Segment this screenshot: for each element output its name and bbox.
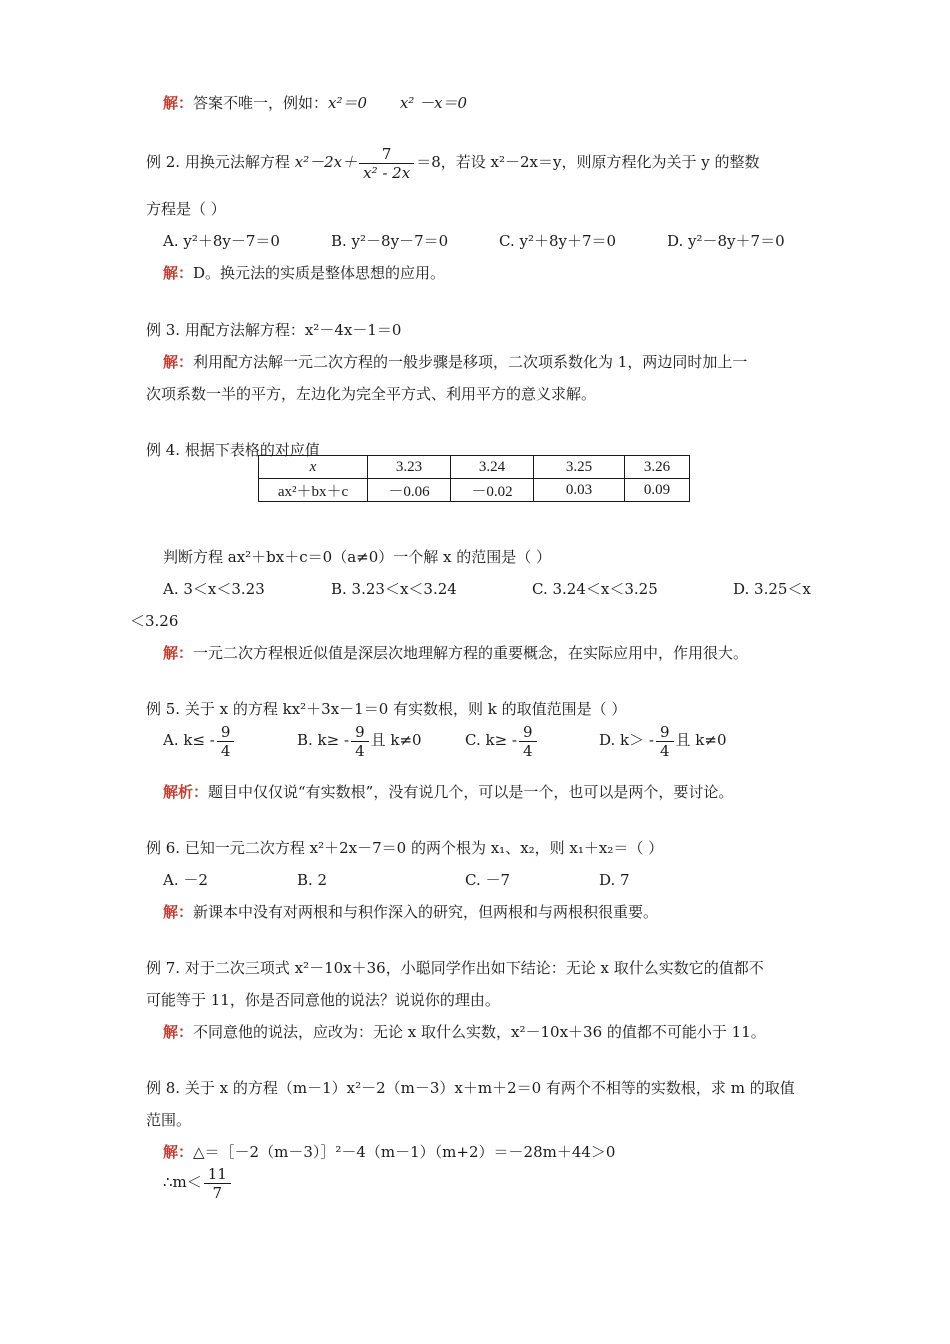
ex2-solution-label: 解： bbox=[163, 264, 194, 282]
ex5-option-b-post: 且 k≠0 bbox=[370, 731, 422, 749]
ex5-option-c-pre: C. k≥ - bbox=[465, 731, 517, 749]
ex5-frac-num: 9 bbox=[522, 722, 533, 741]
ex6-solution-text: 新课本中没有对两根和与积作深入的研究，但两根和与两根积很重要。 bbox=[193, 903, 659, 921]
ex8-frac-den: 7 bbox=[204, 1183, 231, 1202]
ex5-option-c bbox=[465, 721, 599, 760]
ex2-option-a: A. y²＋8y－7＝0 bbox=[163, 232, 280, 250]
table-cell: －0.02 bbox=[451, 479, 534, 502]
ex3-question: 例 3. 用配方法解方程：x²－4x－1＝0 bbox=[146, 321, 402, 339]
table-row bbox=[259, 456, 690, 479]
ex5-frac-num: 9 bbox=[659, 722, 670, 741]
ex5-option-b bbox=[297, 721, 465, 760]
ex4-value-table bbox=[258, 455, 690, 502]
ex6-option-d: D. 7 bbox=[599, 871, 630, 889]
ex6-option-c: C. －7 bbox=[465, 871, 511, 889]
ex8-conclusion-pre: ∴m＜ bbox=[163, 1173, 202, 1191]
ex8-conclusion bbox=[163, 1163, 233, 1202]
table-cell: 0.03 bbox=[534, 479, 625, 502]
ex5-options bbox=[163, 721, 727, 760]
ex5-frac-den: 4 bbox=[519, 741, 537, 760]
ex4-solution-label: 解： bbox=[163, 644, 194, 662]
ex4-question: 例 4. 根据下表格的对应值 bbox=[146, 441, 320, 459]
ex2-frac-den: x² - 2x bbox=[359, 163, 414, 182]
ex1-solution-text: 答案不唯一，例如： bbox=[193, 94, 329, 112]
table-cell: 3.23 bbox=[368, 456, 451, 479]
ex2-fraction bbox=[359, 145, 414, 182]
ex2-options bbox=[163, 231, 785, 251]
ex5-option-c-fraction bbox=[519, 723, 537, 760]
ex8-conclusion-fraction bbox=[204, 1165, 231, 1202]
ex8-question-line2: 范围。 bbox=[146, 1111, 192, 1129]
ex6-question: 例 6. 已知一元二次方程 x²＋2x－7＝0 的两个根为 x₁、x₂，则 x₁＋x₂＝（ ） bbox=[146, 839, 664, 857]
ex1-eq2: x² －x＝0 bbox=[399, 94, 468, 112]
ex2-question-line2: 方程是（ ） bbox=[146, 200, 226, 218]
ex5-frac-den: 4 bbox=[217, 741, 235, 760]
ex4-solution bbox=[163, 643, 748, 663]
table-cell: 3.24 bbox=[451, 456, 534, 479]
table-cell: 3.25 bbox=[534, 456, 625, 479]
ex5-solution-label: 解析： bbox=[163, 783, 209, 801]
ex4-option-b: B. 3.23＜x＜3.24 bbox=[331, 580, 457, 598]
ex2-option-d: D. y²－8y＋7＝0 bbox=[667, 232, 785, 250]
ex4-solution-text: 一元二次方程根近似值是深层次地理解方程的重要概念，在实际应用中，作用很大。 bbox=[193, 644, 749, 662]
table-cell: 0.09 bbox=[625, 479, 690, 502]
table-cell: 3.26 bbox=[625, 456, 690, 479]
ex5-frac-den: 4 bbox=[351, 741, 369, 760]
ex5-frac-num: 9 bbox=[220, 722, 231, 741]
ex7-solution bbox=[163, 1022, 766, 1042]
ex5-option-a bbox=[163, 721, 297, 760]
ex8-solution bbox=[163, 1142, 615, 1162]
ex8-question-line1: 例 8. 关于 x 的方程（m－1）x²－2（m－3）x＋m＋2＝0 有两个不相等的实数根，求 m 的取值 bbox=[146, 1079, 795, 1097]
ex5-option-d-pre: D. k＞ - bbox=[599, 731, 654, 749]
ex5-solution-text: 题目中仅仅说“有实数根”，没有说几个，可以是一个，也可以是两个，要讨论。 bbox=[208, 783, 734, 801]
ex7-question-line1: 例 7. 对于二次三项式 x²－10x＋36，小聪同学作出如下结论：无论 x 取什么实数它的值都不 bbox=[146, 959, 764, 977]
ex8-frac-num: 11 bbox=[207, 1164, 227, 1183]
ex2-solution-text: D。换元法的实质是整体思想的应用。 bbox=[193, 264, 446, 282]
ex5-option-b-fraction bbox=[351, 723, 369, 760]
ex2-option-b: B. y²－8y－7＝0 bbox=[331, 232, 449, 250]
ex2-lhs: x²－2x＋ bbox=[294, 153, 358, 171]
ex7-solution-text: 不同意他的说法，应改为：无论 x 取什么实数，x²－10x＋36 的值都不可能小于 11。 bbox=[193, 1023, 766, 1041]
ex4-option-d-cont: ＜3.26 bbox=[130, 612, 179, 630]
ex1-eq1: x²＝0 bbox=[328, 94, 368, 112]
ex7-solution-label: 解： bbox=[163, 1023, 194, 1041]
table-cell: ax²＋bx＋c bbox=[259, 479, 368, 502]
ex3-solution-label: 解： bbox=[163, 353, 194, 371]
ex2-option-c: C. y²＋8y＋7＝0 bbox=[499, 232, 617, 250]
ex4-option-c: C. 3.24＜x＜3.25 bbox=[532, 580, 658, 598]
ex1-solution bbox=[163, 93, 467, 113]
ex6-solution-label: 解： bbox=[163, 903, 194, 921]
ex2-question-pre: 例 2. 用换元法解方程 bbox=[146, 153, 295, 171]
ex3-solution-line2: 次项系数一半的平方，左边化为完全平方式、利用平方的意义求解。 bbox=[146, 385, 597, 403]
ex2-solution bbox=[163, 263, 445, 283]
table-cell: x bbox=[259, 456, 368, 479]
ex4-option-d: D. 3.25＜x bbox=[733, 580, 811, 598]
ex5-question: 例 5. 关于 x 的方程 kx²＋3x－1＝0 有实数根，则 k 的取值范围是（ ） bbox=[146, 700, 627, 718]
ex6-option-b: B. 2 bbox=[297, 871, 328, 889]
ex6-options bbox=[163, 870, 630, 890]
ex5-solution bbox=[163, 782, 733, 802]
ex2-frac-num: 7 bbox=[381, 144, 392, 163]
table-row bbox=[259, 479, 690, 502]
ex6-solution bbox=[163, 902, 658, 922]
ex3-solution bbox=[163, 352, 747, 372]
ex4-option-a: A. 3＜x＜3.23 bbox=[163, 580, 265, 598]
ex1-solution-label: 解： bbox=[163, 94, 194, 112]
ex5-option-d bbox=[599, 721, 727, 760]
ex4-options bbox=[163, 579, 811, 599]
ex8-solution-label: 解： bbox=[163, 1143, 194, 1161]
ex5-option-b-pre: B. k≥ - bbox=[297, 731, 350, 749]
ex3-solution-line1: 利用配方法解一元二次方程的一般步骤是移项，二次项系数化为 1，两边同时加上一 bbox=[193, 353, 748, 371]
ex2-question-post: ＝8，若设 x²－2x＝y，则原方程化为关于 y 的整数 bbox=[416, 153, 760, 171]
ex8-solution-text: △＝［－2（m－3）］²－4（m－1）（m+2）＝－28m＋44＞0 bbox=[193, 1143, 616, 1161]
ex5-option-a-fraction bbox=[217, 723, 235, 760]
ex5-option-a-pre: A. k≤ - bbox=[163, 731, 215, 749]
ex6-option-a: A. －2 bbox=[163, 871, 208, 889]
ex5-option-d-fraction bbox=[656, 723, 674, 760]
ex2-question bbox=[146, 143, 759, 182]
ex5-frac-den: 4 bbox=[656, 741, 674, 760]
table-cell: －0.06 bbox=[368, 479, 451, 502]
ex5-frac-num: 9 bbox=[355, 722, 365, 741]
ex4-judge: 判断方程 ax²＋bx＋c＝0（a≠0）一个解 x 的范围是（ ） bbox=[163, 548, 552, 566]
ex7-question-line2: 可能等于 11，你是否同意他的说法？说说你的理由。 bbox=[146, 991, 500, 1009]
ex5-option-d-post: 且 k≠0 bbox=[675, 731, 727, 749]
